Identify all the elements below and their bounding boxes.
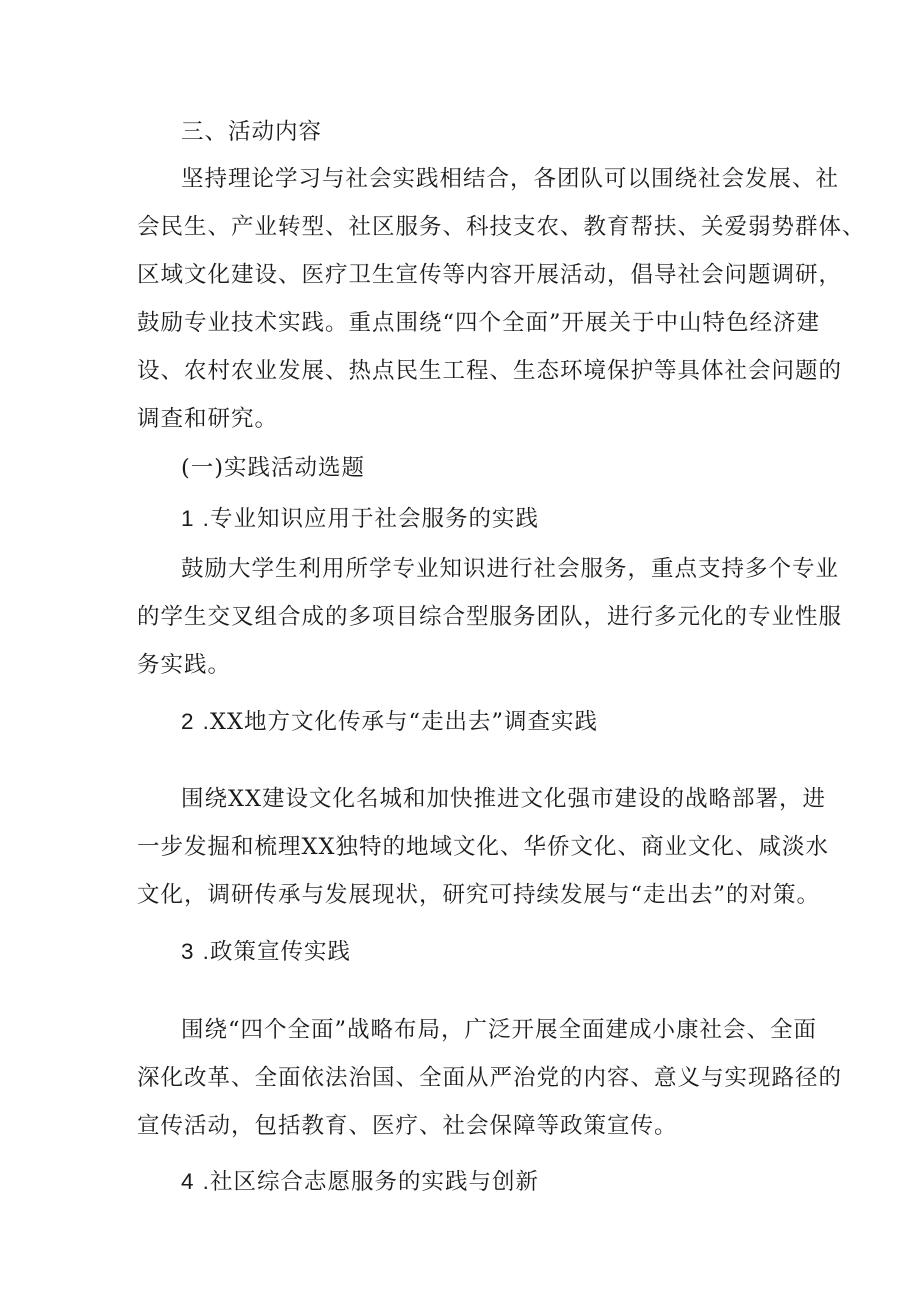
topic-1-number: 1 xyxy=(181,506,195,531)
topic-4-title: 社区综合志愿服务的实践与创新 xyxy=(209,1169,539,1195)
topic-3-body-line-1: 围绕“四个全面”战略布局，广泛开展全面建成小康社会、全面 xyxy=(181,1017,818,1043)
topic-4-heading xyxy=(181,1167,539,1197)
topic-1-separator: . xyxy=(202,506,210,531)
topic-2-separator: . xyxy=(202,709,210,734)
intro-line-6: 调查和研究。 xyxy=(137,406,279,432)
topic-4-number: 4 xyxy=(181,1169,195,1194)
subsection-heading: (一)实践活动选题 xyxy=(181,455,366,481)
intro-line-5: 设、农村农业发展、热点民生工程、生态环境保护等具体社会问题的 xyxy=(137,358,843,384)
topic-2-body-line-3: 文化，调研传承与发展现状，研究可持续发展与“走出去”的对策。 xyxy=(137,882,821,908)
topic-2-heading xyxy=(181,707,598,737)
topic-1-heading xyxy=(181,504,539,534)
topic-4-separator: . xyxy=(202,1169,210,1194)
topic-3-body-line-3: 宣传活动，包括教育、医疗、社会保障等政策宣传。 xyxy=(137,1113,678,1139)
intro-line-2: 会民生、产业转型、社区服务、科技支农、教育帮扶、关爱弱势群体、 xyxy=(137,214,866,240)
topic-3-number: 3 xyxy=(181,939,195,964)
topic-2-title: XX地方文化传承与“走出去”调查实践 xyxy=(209,709,598,735)
intro-line-1: 坚持理论学习与社会实践相结合，各团队可以围绕社会发展、社 xyxy=(181,166,840,192)
topic-2-body-line-2: 一步发掘和梳理XX独特的地域文化、华侨文化、商业文化、咸淡水 xyxy=(137,834,830,860)
topic-3-body-line-2: 深化改革、全面依法治国、全面从严治党的内容、意义与实现路径的 xyxy=(137,1065,843,1091)
section-heading: 三、活动内容 xyxy=(181,119,323,145)
topic-1-body-line-1: 鼓励大学生利用所学专业知识进行社会服务，重点支持多个专业 xyxy=(181,556,840,582)
topic-2-number: 2 xyxy=(181,709,195,734)
intro-line-3: 区域文化建设、医疗卫生宣传等内容开展活动，倡导社会问题调研， xyxy=(137,262,843,288)
topic-1-body-line-3: 务实践。 xyxy=(137,652,232,678)
intro-line-4: 鼓励专业技术实践。重点围绕“四个全面”开展关于中山特色经济建 xyxy=(137,310,821,336)
topic-1-body-line-2: 的学生交叉组合成的多项目综合型服务团队，进行多元化的专业性服 xyxy=(137,604,843,630)
topic-1-title: 专业知识应用于社会服务的实践 xyxy=(209,506,539,532)
topic-3-separator: . xyxy=(202,939,210,964)
topic-3-heading xyxy=(181,937,351,967)
topic-3-title: 政策宣传实践 xyxy=(209,939,351,965)
topic-2-body-line-1: 围绕XX建设文化名城和加快推进文化强市建设的战略部署，进 xyxy=(181,786,827,812)
